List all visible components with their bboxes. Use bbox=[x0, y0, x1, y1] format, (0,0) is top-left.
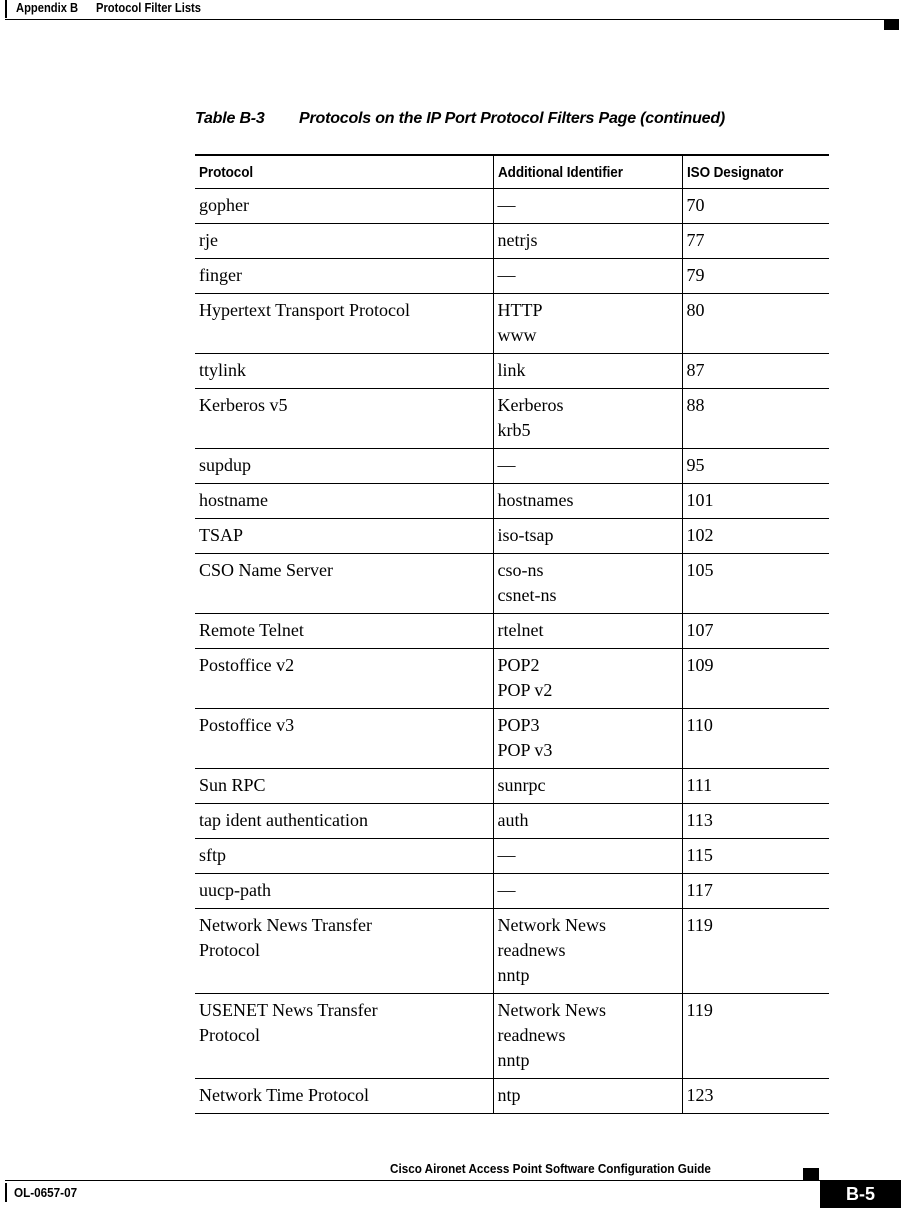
cell-identifier-line: Kerberos bbox=[497, 395, 564, 415]
cell-iso-line: 117 bbox=[686, 880, 713, 900]
cell-protocol bbox=[195, 909, 493, 994]
cell-identifier bbox=[493, 224, 682, 259]
header-block bbox=[884, 19, 899, 30]
cell-identifier-line: nntp bbox=[497, 1050, 530, 1070]
cell-identifier bbox=[493, 554, 682, 614]
cell-iso bbox=[682, 994, 829, 1079]
cell-identifier bbox=[493, 614, 682, 649]
cell-identifier bbox=[493, 909, 682, 994]
cell-iso bbox=[682, 1079, 829, 1114]
table-caption bbox=[195, 110, 725, 128]
cell-protocol bbox=[195, 519, 493, 554]
cell-identifier bbox=[493, 519, 682, 554]
cell-identifier-line: nntp bbox=[497, 965, 530, 985]
cell-iso-line: 77 bbox=[686, 230, 705, 250]
cell-iso-line: 79 bbox=[686, 265, 705, 285]
cell-protocol-line: Hypertext Transport Protocol bbox=[199, 300, 410, 320]
cell-iso-line: 70 bbox=[686, 195, 705, 215]
cell-protocol bbox=[195, 649, 493, 709]
cell-iso bbox=[682, 519, 829, 554]
cell-iso bbox=[682, 259, 829, 294]
page-number: B-5 bbox=[845, 1184, 875, 1204]
cell-iso-line: 80 bbox=[686, 300, 705, 320]
cell-iso bbox=[682, 449, 829, 484]
column-header-identifier: Additional Identifier bbox=[493, 155, 682, 189]
cell-iso bbox=[682, 484, 829, 519]
table-row bbox=[195, 224, 829, 259]
table-row bbox=[195, 259, 829, 294]
cell-protocol bbox=[195, 224, 493, 259]
cell-identifier bbox=[493, 874, 682, 909]
cell-identifier-line: — bbox=[497, 845, 516, 865]
cell-identifier-line: hostnames bbox=[497, 490, 574, 510]
table-caption-text: Protocols on the IP Port Protocol Filters Page (continued) bbox=[299, 110, 726, 127]
cell-protocol bbox=[195, 354, 493, 389]
cell-protocol bbox=[195, 294, 493, 354]
cell-protocol-line: Protocol bbox=[199, 1025, 260, 1045]
cell-protocol-line: TSAP bbox=[199, 525, 244, 545]
cell-iso bbox=[682, 709, 829, 769]
cell-identifier bbox=[493, 484, 682, 519]
cell-iso-line: 105 bbox=[686, 560, 714, 580]
cell-identifier bbox=[493, 709, 682, 769]
cell-identifier bbox=[493, 294, 682, 354]
cell-identifier-line: readnews bbox=[497, 1025, 566, 1045]
cell-identifier bbox=[493, 189, 682, 224]
table-row bbox=[195, 839, 829, 874]
cell-identifier-line: www bbox=[497, 325, 537, 345]
protocol-table bbox=[195, 154, 829, 1114]
cell-protocol bbox=[195, 839, 493, 874]
cell-protocol-line: uucp-path bbox=[199, 880, 271, 900]
table-body bbox=[195, 189, 829, 1114]
footer-rule bbox=[5, 1180, 820, 1181]
cell-iso-line: 101 bbox=[686, 490, 714, 510]
cell-identifier-line: csnet-ns bbox=[497, 585, 557, 605]
table-row bbox=[195, 804, 829, 839]
cell-iso-line: 123 bbox=[686, 1085, 714, 1105]
table-row bbox=[195, 649, 829, 709]
footer-bar bbox=[5, 1183, 7, 1202]
cell-protocol-line: USENET News Transfer bbox=[199, 1000, 378, 1020]
table-row bbox=[195, 484, 829, 519]
cell-protocol-line: tap ident authentication bbox=[199, 810, 368, 830]
cell-protocol-line: Postoffice v3 bbox=[199, 715, 295, 735]
cell-identifier-line: POP2 bbox=[497, 655, 540, 675]
table-row bbox=[195, 189, 829, 224]
cell-protocol bbox=[195, 874, 493, 909]
cell-protocol-line: CSO Name Server bbox=[199, 560, 333, 580]
header-bar bbox=[5, 0, 7, 18]
cell-identifier bbox=[493, 994, 682, 1079]
cell-iso-line: 107 bbox=[686, 620, 714, 640]
cell-identifier bbox=[493, 354, 682, 389]
cell-identifier-line: — bbox=[497, 455, 516, 475]
table-row bbox=[195, 389, 829, 449]
header-section: Appendix B bbox=[16, 0, 79, 15]
table-row bbox=[195, 709, 829, 769]
table-row bbox=[195, 909, 829, 994]
cell-protocol bbox=[195, 449, 493, 484]
cell-identifier-line: POP3 bbox=[497, 715, 540, 735]
cell-protocol-line: ttylink bbox=[199, 360, 247, 380]
cell-iso bbox=[682, 294, 829, 354]
cell-protocol-line: Protocol bbox=[199, 940, 260, 960]
cell-protocol-line: Network News Transfer bbox=[199, 915, 372, 935]
cell-iso bbox=[682, 354, 829, 389]
cell-identifier-line: POP v2 bbox=[497, 680, 553, 700]
cell-protocol-line: Remote Telnet bbox=[199, 620, 304, 640]
cell-iso bbox=[682, 614, 829, 649]
footer-guide-title: Cisco Aironet Access Point Software Configuration Guide bbox=[390, 1161, 711, 1176]
cell-identifier bbox=[493, 449, 682, 484]
cell-identifier-line: sunrpc bbox=[497, 775, 546, 795]
cell-identifier bbox=[493, 649, 682, 709]
cell-protocol-line: rje bbox=[199, 230, 218, 250]
column-header-iso: ISO Designator bbox=[682, 155, 829, 189]
cell-identifier bbox=[493, 804, 682, 839]
cell-iso-line: 113 bbox=[686, 810, 713, 830]
table-header-row bbox=[195, 155, 829, 189]
cell-protocol-line: finger bbox=[199, 265, 242, 285]
cell-protocol-line: Sun RPC bbox=[199, 775, 266, 795]
column-header-protocol: Protocol bbox=[195, 155, 493, 189]
header-title: Protocol Filter Lists bbox=[96, 0, 201, 15]
header-rule bbox=[5, 19, 896, 20]
cell-identifier-line: Network News bbox=[497, 1000, 606, 1020]
cell-protocol bbox=[195, 484, 493, 519]
table-number: Table B-3 bbox=[195, 110, 265, 127]
cell-protocol-line: Kerberos v5 bbox=[199, 395, 288, 415]
cell-iso-line: 115 bbox=[686, 845, 713, 865]
cell-iso bbox=[682, 839, 829, 874]
cell-iso-line: 88 bbox=[686, 395, 705, 415]
cell-identifier-line: HTTP bbox=[497, 300, 543, 320]
cell-iso-line: 102 bbox=[686, 525, 714, 545]
cell-iso bbox=[682, 804, 829, 839]
cell-protocol-line: gopher bbox=[199, 195, 249, 215]
cell-identifier bbox=[493, 769, 682, 804]
cell-iso bbox=[682, 769, 829, 804]
cell-protocol-line: Postoffice v2 bbox=[199, 655, 295, 675]
cell-protocol bbox=[195, 709, 493, 769]
cell-protocol bbox=[195, 259, 493, 294]
cell-protocol-line: supdup bbox=[199, 455, 252, 475]
cell-identifier-line: Network News bbox=[497, 915, 606, 935]
cell-protocol bbox=[195, 389, 493, 449]
cell-identifier-line: netrjs bbox=[497, 230, 538, 250]
footer-doc-number: OL-0657-07 bbox=[14, 1185, 78, 1200]
cell-iso bbox=[682, 874, 829, 909]
cell-protocol bbox=[195, 769, 493, 804]
cell-protocol bbox=[195, 614, 493, 649]
table-row bbox=[195, 1079, 829, 1114]
table-row bbox=[195, 994, 829, 1079]
cell-identifier-line: ntp bbox=[497, 1085, 521, 1105]
cell-iso-line: 95 bbox=[686, 455, 705, 475]
cell-protocol bbox=[195, 1079, 493, 1114]
cell-iso-line: 109 bbox=[686, 655, 714, 675]
cell-iso bbox=[682, 224, 829, 259]
cell-identifier bbox=[493, 1079, 682, 1114]
cell-protocol-line: Network Time Protocol bbox=[199, 1085, 370, 1105]
table-row bbox=[195, 874, 829, 909]
cell-iso bbox=[682, 554, 829, 614]
cell-iso-line: 119 bbox=[686, 915, 713, 935]
page-header bbox=[0, 0, 901, 24]
cell-iso-line: 111 bbox=[686, 775, 713, 795]
cell-identifier-line: link bbox=[497, 360, 526, 380]
cell-identifier-line: — bbox=[497, 880, 516, 900]
table-row bbox=[195, 449, 829, 484]
cell-identifier-line: readnews bbox=[497, 940, 566, 960]
cell-protocol-line: hostname bbox=[199, 490, 268, 510]
cell-iso bbox=[682, 189, 829, 224]
cell-iso-line: 119 bbox=[686, 1000, 713, 1020]
cell-identifier-line: cso-ns bbox=[497, 560, 544, 580]
table-row bbox=[195, 554, 829, 614]
table-row bbox=[195, 294, 829, 354]
cell-identifier-line: iso-tsap bbox=[497, 525, 554, 545]
table-row bbox=[195, 354, 829, 389]
cell-protocol bbox=[195, 994, 493, 1079]
cell-iso-line: 110 bbox=[686, 715, 713, 735]
table-row bbox=[195, 614, 829, 649]
cell-iso bbox=[682, 389, 829, 449]
cell-protocol bbox=[195, 804, 493, 839]
cell-identifier bbox=[493, 259, 682, 294]
table-row bbox=[195, 769, 829, 804]
cell-identifier bbox=[493, 839, 682, 874]
table-row bbox=[195, 519, 829, 554]
cell-iso bbox=[682, 909, 829, 994]
cell-identifier-line: POP v3 bbox=[497, 740, 553, 760]
footer-block bbox=[803, 1168, 819, 1180]
cell-identifier bbox=[493, 389, 682, 449]
cell-identifier-line: — bbox=[497, 265, 516, 285]
cell-iso-line: 87 bbox=[686, 360, 705, 380]
cell-identifier-line: auth bbox=[497, 810, 529, 830]
cell-iso bbox=[682, 649, 829, 709]
cell-identifier-line: krb5 bbox=[497, 420, 531, 440]
cell-identifier-line: — bbox=[497, 195, 516, 215]
cell-protocol bbox=[195, 189, 493, 224]
cell-protocol-line: sftp bbox=[199, 845, 226, 865]
cell-identifier-line: rtelnet bbox=[497, 620, 544, 640]
cell-protocol bbox=[195, 554, 493, 614]
